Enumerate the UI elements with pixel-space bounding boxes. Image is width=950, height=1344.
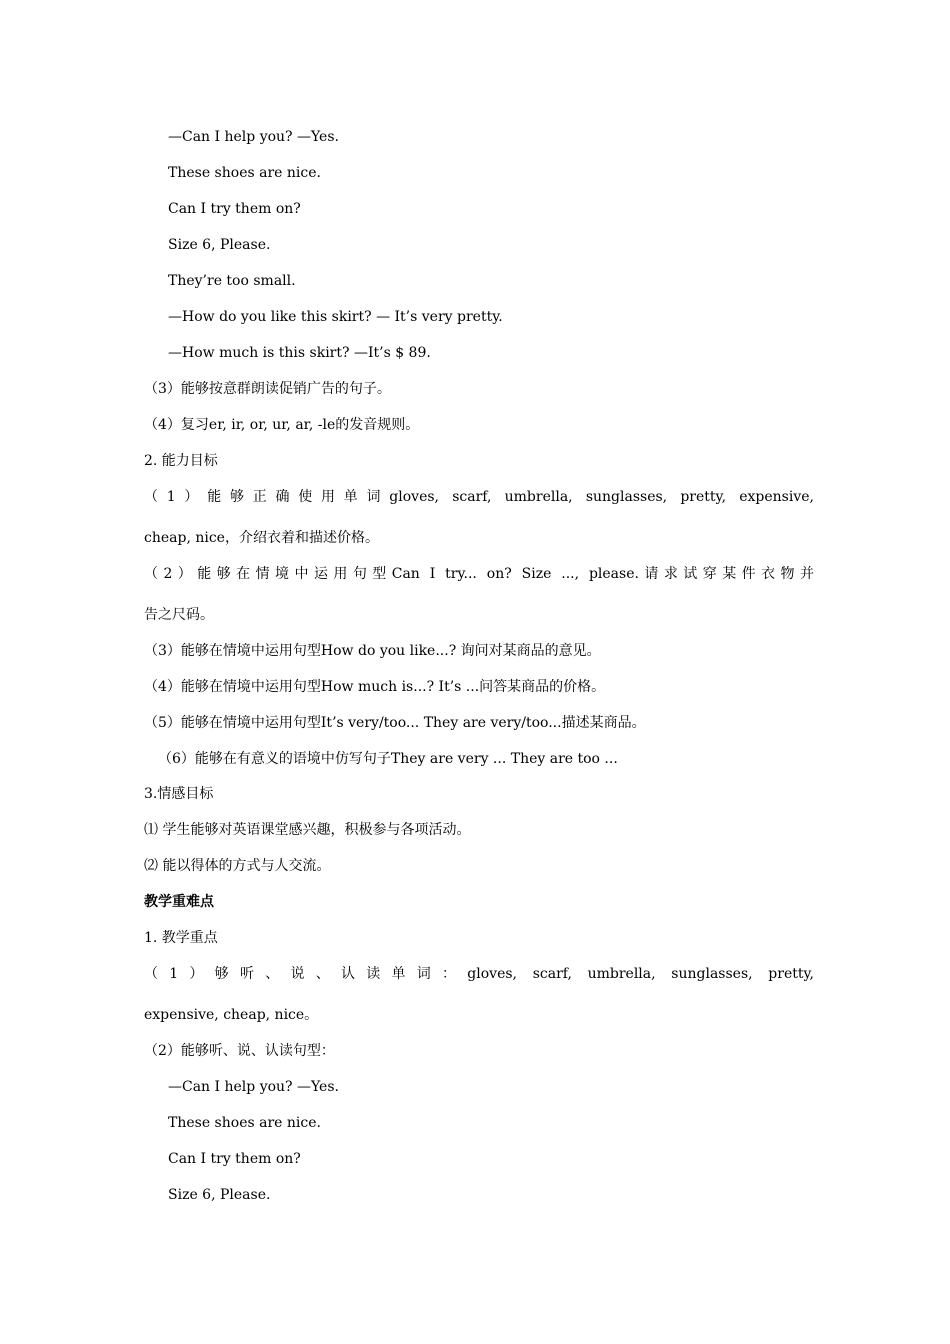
dialogue-line: Can I try them on? (168, 201, 301, 217)
dialogue-line: These shoes are nice. (168, 165, 321, 181)
section-heading: 3.情感目标 (144, 786, 214, 802)
list-item: （6）能够在有意义的语境中仿写句子They are very ... They are too ... (158, 751, 618, 767)
list-item: （5）能够在情境中运用句型It’s very/too... They are very/too...描述某商品。 (144, 715, 646, 731)
list-item: （2）能够在情境中运用句型Can I try... on? Size ..., please.请求试穿某件衣物并 (144, 566, 814, 582)
dialogue-line: These shoes are nice. (168, 1115, 321, 1131)
dialogue-line: Size 6, Please. (168, 237, 271, 253)
list-item: （4）能够在情境中运用句型How much is...? It’s ...问答某商品的价格。 (144, 679, 606, 695)
dialogue-line: —How do you like this skirt? — It’s very pretty. (168, 309, 503, 325)
list-item-continuation: expensive, cheap, nice。 (144, 1007, 319, 1023)
list-item: （3）能够按意群朗读促销广告的句子。 (144, 381, 391, 397)
list-item: ⑴ 学生能够对英语课堂感兴趣，积极参与各项活动。 (144, 822, 471, 838)
dialogue-line: —Can I help you? —Yes. (168, 1079, 339, 1095)
list-item: （3）能够在情境中运用句型How do you like...? 询问对某商品的意见。 (144, 643, 601, 659)
list-item: （1）能够正确使用单词gloves, scarf, umbrella, sunglasses, pretty, expensive, (144, 489, 814, 505)
dialogue-line: Size 6, Please. (168, 1187, 271, 1203)
section-title: 教学重难点 (144, 894, 214, 910)
dialogue-line: They’re too small. (168, 273, 296, 289)
section-heading: 2. 能力目标 (144, 453, 218, 469)
dialogue-line: —How much is this skirt? —It’s $ 89. (168, 345, 431, 361)
list-item: ⑵ 能以得体的方式与人交流。 (144, 858, 331, 874)
list-item: （1）够听、说、认读单词：gloves, scarf, umbrella, sunglasses, pretty, (144, 966, 814, 982)
dialogue-line: Can I try them on? (168, 1151, 301, 1167)
section-heading: 1. 教学重点 (144, 930, 218, 946)
dialogue-line: —Can I help you? —Yes. (168, 129, 339, 145)
list-item-continuation: cheap, nice，介绍衣着和描述价格。 (144, 530, 379, 546)
list-item-continuation: 告之尺码。 (144, 607, 214, 623)
list-item: （2）能够听、说、认读句型： (144, 1043, 335, 1059)
list-item: （4）复习er, ir, or, ur, ar, -le的发音规则。 (144, 417, 420, 433)
